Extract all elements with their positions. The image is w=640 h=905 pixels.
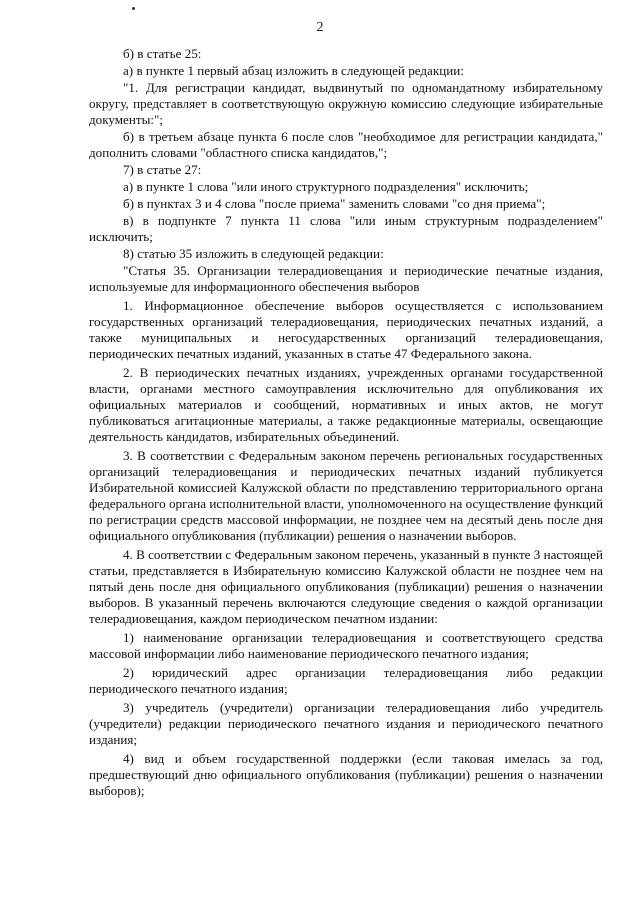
paragraph-item-a-27: а) в пункте 1 слова "или иного структурного подразделения" исключить; <box>123 179 529 194</box>
paragraph-article35: 8) статью 35 изложить в следующей редакции: <box>123 246 384 261</box>
paragraph-point-4: 4. В соответствии с Федеральным законом перечень, указанный в пункте 3 настоящей статьи, представляется в Избирательную комиссию Калужской области не позднее чем на пятый день после дня официального опубликования (публикации) решения о назначении выборов. В указанный перечень включаются следующие сведения о каждой организации телерадиовещания, каждом периодическом печатном издании: <box>89 547 603 626</box>
paragraph-subpoint-2: 2) юридический адрес организации телерадиовещания либо редакции периодического печатного издания; <box>89 665 603 696</box>
paragraph-item-b: б) в третьем абзаце пункта 6 после слов "необходимое для регистрации кандидата," дополнить словами "областного списка кандидатов,"; <box>89 129 603 160</box>
page-number: 2 <box>316 20 324 35</box>
scan-speck <box>132 7 135 10</box>
paragraph-subpoint-3: 3) учредитель (учредители) организации телерадиовещания либо учредитель (учредители) редакции периодического печатного издания и периодического печатного издания; <box>89 700 603 747</box>
paragraph-article35-title: "Статья 35. Организации телерадиовещания и периодические печатные издания, используемые для информационного обеспечения выборов <box>89 263 603 294</box>
document-body <box>89 46 603 802</box>
paragraph-quote-registration: "1. Для регистрации кандидат, выдвинутый по одномандатному избирательному округу, представляет в соответствующую окружную комиссию следующие избирательные документы:"; <box>89 80 603 127</box>
paragraph-point-3: 3. В соответствии с Федеральным законом перечень региональных государственных организаций телерадиовещания и периодических печатных изданий публикуется Избирательной комиссией Калужской области по представлению территориального органа федерального органа исполнительной власти, уполномоченного на осуществление функций по регистрации средств массовой информации, не позднее чем на десятый день после дня официального опубликования (публикации) решения о назначении выборов. <box>89 448 603 543</box>
paragraph-item-v-27: в) в подпункте 7 пункта 11 слова "или иным структурным подразделением" исключить; <box>89 213 603 244</box>
paragraph-point-2: 2. В периодических печатных изданиях, учрежденных органами государственной власти, органами местного самоуправления исключительно для опубликования их официальных материалов и сообщений, нормативных и иных актов, не могут публиковаться агитационные материалы, а также редакционные материалы, освещающие деятельность кандидатов, избирательных объединений. <box>89 365 603 444</box>
paragraph-subpoint-1: 1) наименование организации телерадиовещания и соответствующего средства массовой информации либо наименование периодического печатного издания; <box>89 630 603 661</box>
paragraph-item-b-27: б) в пунктах 3 и 4 слова "после приема" заменить словами "со дня приема"; <box>123 196 546 211</box>
paragraph-subpoint-4: 4) вид и объем государственной поддержки (если таковая имелась за год, предшествующий дню официального опубликования (публикации) решения о назначении выборов); <box>89 751 603 798</box>
paragraph-article27: 7) в статье 27: <box>123 162 202 177</box>
paragraph-article25: б) в статье 25: <box>123 46 202 61</box>
paragraph-point-1: 1. Информационное обеспечение выборов осуществляется с использованием государственных организаций телерадиовещания, периодических печатных изданий, а также муниципальных и негосударственных организаций телерадиовещания, периодических печатных изданий, указанных в статье 47 Федерального закона. <box>89 298 603 361</box>
paragraph-item-a: а) в пункте 1 первый абзац изложить в следующей редакции: <box>123 63 464 78</box>
